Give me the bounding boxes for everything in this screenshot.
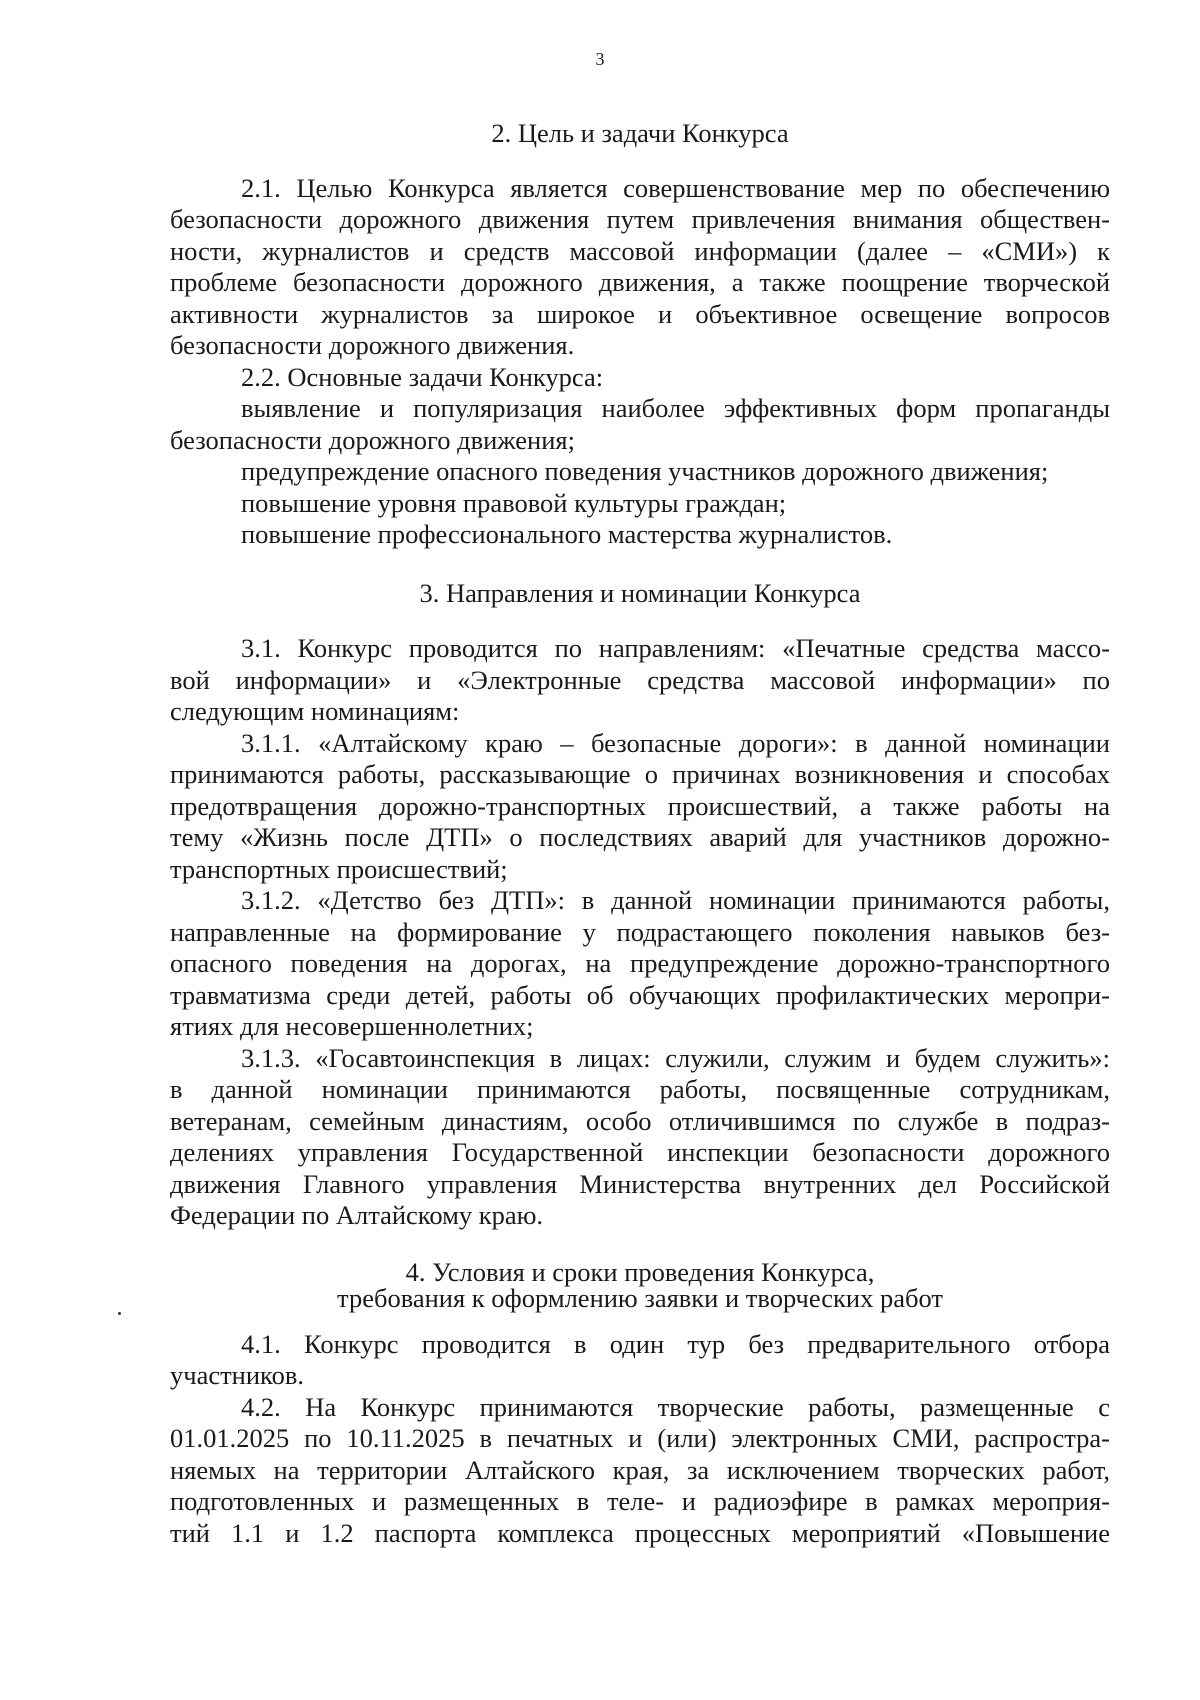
text-line: 2.1. Целью Конкурса является совершенствование мер по обеспечению [241,172,1110,203]
text-line: 4.1. Конкурс проводится в один тур без предварительного отбора [241,1328,1110,1359]
section-4-heading [170,1256,1110,1313]
text-line: следующим номинациям: [170,696,460,726]
paragraph-2-1 [170,173,1110,362]
task-item-4 [170,519,1110,551]
text-line: тему «Жизнь после ДТП» о последствиях аварий для участников дорожно- [170,822,1110,852]
paragraph-3-1 [170,633,1110,728]
section-4-heading-line-1: 4. Условия и сроки проведения Конкурса, [405,1256,875,1287]
paragraph-2-2 [170,362,1110,394]
text-line: ветеранам, семейным династиям, особо отличившимся по службе в подраз- [170,1105,1110,1136]
text-line: тий 1.1 и 1.2 паспорта комплекса процессных мероприятий «Повышение [170,1517,1110,1548]
text-line: движения Главного управления Министерства внутренних дел Российской [170,1168,1110,1199]
text-line: направленные на формирование у подрастающего поколения навыков без- [170,916,1110,947]
text-line: делениях управления Государственной инспекции безопасности дорожного [170,1137,1110,1167]
text-line: 01.01.2025 по 10.11.2025 в печатных и (или) электронных СМИ, распростра- [170,1423,1110,1453]
paragraph-3-1-1 [170,728,1110,886]
text-line: 3.1. Конкурс проводится по направлениям: «Печатные средства массо- [241,633,1110,663]
stray-mark [118,1312,121,1315]
paragraph-4-1 [170,1329,1110,1392]
text-line: Федерации по Алтайскому краю. [170,1200,544,1230]
text-line: предупреждение опасного поведения участников дорожного движения; [241,456,1049,486]
text-line: активности журналистов за широкое и объективное освещение вопросов [170,298,1110,329]
text-line: безопасности дорожного движения путем привлечения внимания обществен- [170,204,1110,234]
text-line: повышение уровня правовой культуры граждан; [241,487,787,518]
paragraph-3-1-3 [170,1043,1110,1232]
text-line: 3.1.2. «Детство без ДТП»: в данной номинации принимаются работы, [241,885,1110,915]
text-line: выявление и популяризация наиболее эффективных форм пропаганды [241,393,1110,423]
text-line: ятиях для несовершеннолетних; [170,1011,534,1041]
paragraph-3-1-2 [170,885,1110,1043]
text-line: в данной номинации принимаются работы, посвященные сотрудникам, [170,1074,1110,1104]
section-2-heading: 2. Цель и задачи Конкурса [491,118,789,148]
paragraph-4-2 [170,1392,1110,1550]
text-line: подготовленных и размещенных в теле- и радиоэфире в рамках мероприя- [170,1486,1110,1516]
text-line: 3.1.1. «Алтайскому краю – безопасные дороги»: в данной номинации [241,727,1110,758]
text-line: травматизма среди детей, работы об обучающих профилактических меропри- [170,979,1110,1010]
page-number: 3 [595,49,605,69]
task-item-2 [170,456,1110,488]
text-line: участников. [170,1360,304,1390]
text-line: безопасности дорожного движения; [170,424,575,455]
text-line: безопасности дорожного движения. [170,330,575,360]
section-3-heading: 3. Направления и номинации Конкурса [419,577,861,608]
text-line: повышение профессионального мастерства журналистов. [241,519,893,549]
section-4-heading-line-2: требования к оформлению заявки и творческих работ [337,1282,943,1313]
text-line: вой информации» и «Электронные средства массовой информации» по [170,664,1110,695]
text-line: ности, журналистов и средств массовой информации (далее – «СМИ») к [170,235,1110,266]
text-line: предотвращения дорожно-транспортных происшествий, а также работы на [170,790,1110,821]
text-line: 3.1.3. «Госавтоинспекция в лицах: служили, служим и будем служить»: [241,1042,1110,1073]
task-item-3 [170,488,1110,520]
text-line: проблеме безопасности дорожного движения, а также поощрение творческой [170,267,1110,297]
text-line: няемых на территории Алтайского края, за исключением творческих работ, [170,1454,1110,1485]
text-line: опасного поведения на дорогах, на предупреждение дорожно-транспортного [170,948,1110,978]
text-line: 2.2. Основные задачи Конкурса: [241,361,604,392]
text-line: транспортных происшествий; [170,853,508,884]
text-line: 4.2. На Конкурс принимаются творческие работы, размещенные с [241,1391,1110,1422]
task-item-1 [170,393,1110,456]
document-body [170,118,1110,1549]
text-line: принимаются работы, рассказывающие о причинах возникновения и способах [170,759,1110,789]
